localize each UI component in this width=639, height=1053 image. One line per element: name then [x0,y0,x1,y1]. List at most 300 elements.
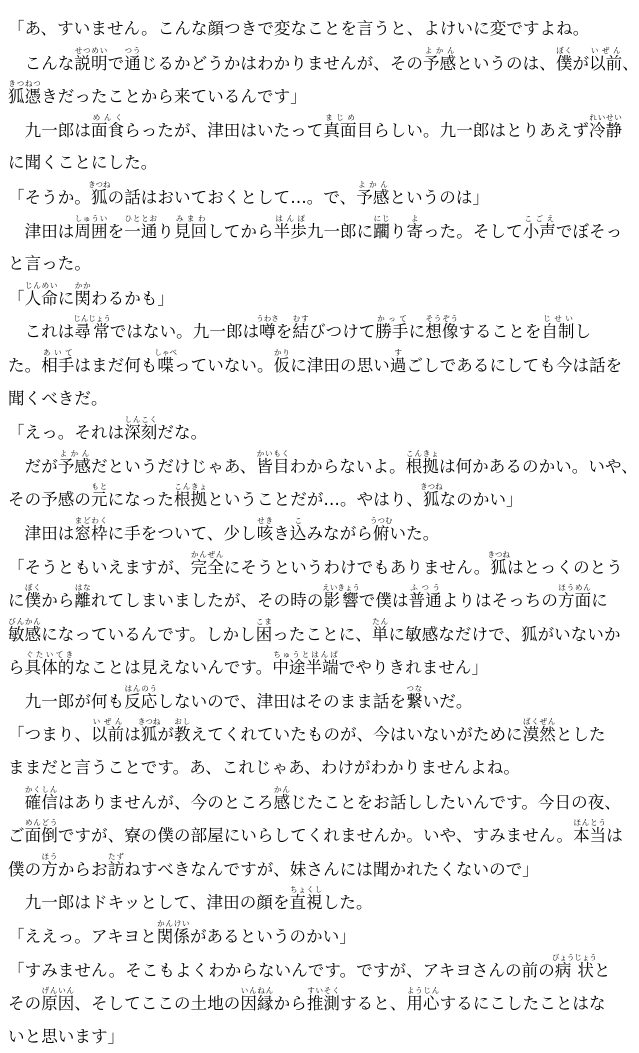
text-segment: した。 [322,893,373,913]
ruby-base: 困 [255,624,273,644]
ruby-base: 小声 [522,221,556,241]
ruby-word [423,45,457,73]
text-segment: に [591,591,608,611]
ruby-reading: かんぜん [190,549,224,559]
ruby-base: 相手 [41,355,75,375]
ruby-word [322,583,360,611]
ruby-word [24,784,58,812]
ruby-word [124,213,158,241]
ruby-word [405,448,439,476]
ruby-word [306,986,341,1014]
ruby-base: 繋 [406,691,423,711]
text-segment: に [408,322,426,342]
text-segment: よりはそっちの [441,591,559,611]
ruby-reading: ふつう [408,583,442,593]
ruby-base: 人命 [24,288,58,308]
text-segment: 九一郎に [306,221,374,241]
ruby-word [240,986,274,1014]
text-segment: っていない。 [174,355,274,375]
text-segment: があるというのかい」 [189,927,356,947]
ruby-word [273,347,291,375]
ruby-reading: つう [124,45,141,55]
ruby-base: 狐 [487,557,510,577]
text-segment: と言った。 [8,254,91,274]
text-segment: で [107,53,125,73]
ruby-base: 以前 [91,725,125,745]
text-segment: 聞くべきだ。 [8,388,108,408]
ruby-reading: うつむ [369,515,393,525]
text-segment: しないので、津田はそのまま話を [157,691,407,711]
ruby-reading: いぜん [91,717,125,727]
ruby-word [190,549,224,577]
ruby-base: 方面 [558,591,592,611]
text-segment: 「つまり、 [8,725,91,745]
ruby-word [323,112,357,140]
ruby-word [174,213,208,241]
ruby-base: 躙 [373,221,390,241]
text-segment: に [8,591,25,611]
text-segment: 、 [622,53,639,73]
text-segment: 津田は [8,523,75,543]
ruby-base: 離 [74,591,92,611]
text-segment: というのは」 [389,187,490,207]
ruby-base: 中途半端 [272,658,339,678]
ruby-reading: かいもく [256,448,290,458]
ruby-reading: きつね [487,549,510,559]
text-segment: 「あ、すいません。こんな顔つきで変なことを言うと、よけいに変ですよね。 [8,19,590,38]
ruby-base: 真面 [323,120,357,140]
text-segment: ったことに、 [272,624,372,644]
ruby-word [41,851,58,879]
text-line [8,852,599,886]
text-line [8,952,611,987]
ruby-base: 尋常 [73,322,111,342]
ruby-reading: あいて [41,347,75,357]
ruby-reading: かって [375,314,409,324]
text-segment: が [572,53,590,73]
ruby-base: 関 [74,288,92,308]
ruby-word [256,448,290,476]
ruby-reading: ほうめん [558,583,592,593]
text-segment: じるかどうかはわかりませんが、その [140,53,424,73]
ruby-word [88,179,111,207]
ruby-base: 深刻 [124,423,158,443]
text-segment: とした [555,725,606,745]
ruby-reading: はんのう [124,683,158,693]
ruby-base: 漠然 [522,725,556,745]
ruby-word [256,314,279,342]
text-segment: なことは見えないんです。 [74,658,273,678]
ruby-reading: ちょくし [289,885,323,895]
ruby-base: 勝手 [375,322,409,342]
text-line [8,12,599,46]
ruby-reading: つな [406,683,423,693]
ruby-reading: こま [255,616,273,626]
ruby-word [91,112,125,140]
text-line [8,717,606,751]
text-segment: みながら [306,523,373,543]
text-line [8,684,599,718]
ruby-word [154,347,177,375]
ruby-base: 狐 [88,187,111,207]
ruby-reading: こ [289,515,307,525]
text-segment: 九一郎が何も [8,691,125,711]
ruby-word [41,347,75,375]
ruby-word [522,717,556,745]
ruby-reading: ちゅうとはんぱ [272,650,339,660]
text-line [8,885,599,919]
ruby-reading: ほんとう [573,818,607,828]
ruby-reading: じんめい [24,280,58,290]
text-segment: きだったことから来ているんです」 [41,87,307,107]
text-segment: 「えっ。それは [8,423,125,443]
ruby-base: 皆目 [256,456,290,476]
text-segment: を [275,322,293,342]
text-segment: だというだけじゃあ、 [91,456,257,476]
text-segment: 「ええっ。アキヨと [8,927,157,947]
ruby-base: 根拠 [405,456,439,476]
ruby-base: 見回 [174,221,208,241]
ruby-base: 面倒 [24,826,58,846]
text-segment: 「そうか。 [8,187,91,207]
ruby-base: 敏感 [8,624,42,644]
ruby-base: 狐 [137,725,161,745]
ruby-reading: きつねつ [8,79,42,89]
ruby-reading: すいそく [306,986,340,996]
ruby-word [255,616,273,644]
ruby-reading: せつめい [74,45,108,55]
ruby-word [420,482,443,510]
ruby-base: 推測 [306,994,341,1014]
ruby-reading: もと [91,482,108,492]
text-segment: はとっくのとう [507,557,623,577]
ruby-base: 予感 [356,187,390,207]
ruby-word [74,515,108,543]
text-line [8,213,623,248]
text-segment: こんな [8,53,75,73]
ruby-reading: こごえ [522,213,556,223]
ruby-word [371,616,389,644]
text-segment: になっているんです。しかし [41,624,256,644]
ruby-reading: たず [107,851,125,861]
ruby-word [389,347,407,375]
text-segment: った。そして [423,221,523,241]
ruby-base: 用心 [406,994,440,1014]
text-segment: 、そしてここの土地の [74,994,241,1014]
text-segment: ですが、寮の僕の部屋にいらしてくれませんか。いや、すみません。 [57,826,574,846]
text-segment: ご [8,826,25,846]
ruby-reading: びんかん [8,616,42,626]
ruby-reading: はんぽ [273,213,307,223]
ruby-word [174,717,191,745]
ruby-base: 方 [41,859,58,879]
text-line [8,784,621,819]
ruby-word [273,784,291,812]
ruby-base: 過 [389,355,407,375]
text-segment: でぼそっ [555,221,623,241]
ruby-base: 噂 [256,322,279,342]
ruby-reading: じせい [541,314,575,324]
ruby-reading: ようじん [406,986,440,996]
ruby-word [373,213,390,241]
text-segment: 九一郎はドキッとして、津田の顔を [8,893,290,913]
text-segment: いた。 [389,523,440,543]
ruby-base: 咳 [256,523,274,543]
text-segment: が [157,725,175,745]
ruby-word [41,986,75,1014]
ruby-base: 原因 [41,994,75,1014]
ruby-reading: むす [292,314,309,324]
ruby-word [289,885,323,913]
text-line [8,112,623,147]
ruby-base: 完全 [190,557,224,577]
text-line [8,415,599,449]
text-line [8,919,599,953]
text-segment: ということだが…。やはり、 [207,490,424,510]
ruby-reading: まじめ [323,112,357,122]
text-segment: に [57,288,75,308]
ruby-base: 以前 [589,53,623,73]
ruby-base: 直視 [289,893,323,913]
ruby-base: 影響 [322,591,360,611]
ruby-base: 因縁 [240,994,274,1014]
ruby-base: 僕 [555,53,573,73]
ruby-reading: かんけい [156,919,190,929]
text-segment: なのかい」 [439,490,523,510]
ruby-reading: まどわく [74,515,108,525]
ruby-word [573,818,607,846]
text-line [8,314,599,348]
text-segment: 津田は [8,221,75,241]
ruby-reading: ぼく [555,45,573,55]
text-segment: から [273,994,307,1014]
ruby-word [369,515,393,543]
ruby-base: 自制 [541,322,575,342]
text-line [8,751,599,785]
text-line [8,818,623,852]
text-segment: 「すみません。そこもよくわからないんです。ですが、アキヨさんの前の [8,960,555,980]
ruby-reading: ほう [41,851,58,861]
ruby-base: 半歩 [273,221,307,241]
ruby-base: 反応 [124,691,158,711]
text-segment: わからないよ。 [289,456,406,476]
text-line [8,79,599,113]
text-segment: いだ。 [422,691,473,711]
ruby-base: 関係 [156,927,190,947]
text-segment: から [41,591,75,611]
ruby-reading: おし [174,717,191,727]
ruby-base: 説明 [74,53,108,73]
ruby-word [74,280,92,308]
text-line [8,549,623,584]
text-segment: た。 [8,355,42,375]
ruby-word [406,683,423,711]
ruby-base: 通 [124,53,141,73]
ruby-base: 感 [273,792,291,812]
ruby-reading: げんいん [41,986,75,996]
ruby-word [487,549,510,577]
ruby-base: 想像 [425,322,459,342]
ruby-reading: じんじょう [73,314,111,324]
text-segment: じたことをお話ししたいんです。今日の夜、 [290,792,621,812]
ruby-base: 僕 [24,591,42,611]
text-line [8,382,599,416]
text-segment: れてしまいましたが、その時の [91,591,324,611]
ruby-word [156,919,190,947]
text-segment: になった [107,490,175,510]
ruby-word [24,280,58,308]
text-segment: に手をついて、少し [107,523,257,543]
text-line [8,180,599,214]
text-line [8,281,599,315]
ruby-word [124,45,141,73]
ruby-word [551,952,597,980]
ruby-base: 予感 [57,456,92,476]
ruby-word [356,179,390,207]
ruby-word [8,79,42,107]
ruby-reading: れいせい [589,112,623,122]
text-segment: は [606,826,623,846]
text-segment: わるかも」 [91,288,175,308]
ruby-reading: せき [256,515,274,525]
ruby-reading: す [389,347,407,357]
ruby-base: 根拠 [174,490,208,510]
text-segment: いと思います」 [8,1026,125,1046]
ruby-base: 周囲 [74,221,108,241]
ruby-base: 込 [289,523,307,543]
text-segment: 目らしい。九一郎はとりあえず [356,120,590,140]
text-line [8,583,608,617]
text-segment: でやりきれません」 [338,658,489,678]
text-segment: に津田の思い [290,355,390,375]
text-segment: 「 [8,288,25,308]
text-segment: り [389,221,407,241]
text-segment: えてくれていたものが、今はいないがために [190,725,523,745]
ruby-reading: いぜん [589,45,623,55]
ruby-word [74,213,108,241]
text-line [8,448,638,483]
text-line [8,516,599,550]
ruby-reading: よかん [423,45,457,55]
ruby-base: 狐憑 [8,87,42,107]
ruby-base: 予感 [423,53,457,73]
text-segment: ごしであるにしても今は話を [406,355,623,375]
ruby-reading: きつね [137,717,161,727]
text-segment: その予感の [8,490,91,510]
ruby-word [174,482,208,510]
ruby-word [541,314,575,342]
ruby-reading: しゅうい [74,213,108,223]
ruby-reading: きつね [420,482,443,492]
ruby-word [589,112,623,140]
ruby-word [73,314,111,342]
ruby-reading: かか [74,280,92,290]
text-line [8,347,623,382]
ruby-reading: かり [273,347,291,357]
ruby-reading: かん [273,784,291,794]
text-line [8,650,599,684]
text-segment: り [157,221,175,241]
text-line [8,986,606,1020]
ruby-base: 本当 [573,826,607,846]
ruby-word [256,515,274,543]
text-segment: だが [8,456,58,476]
ruby-reading: よかん [57,448,92,458]
text-segment: すると、 [340,994,407,1014]
ruby-word [124,415,158,443]
ruby-base: 寄 [406,221,424,241]
ruby-word [24,818,58,846]
ruby-base: 単 [371,624,389,644]
ruby-word [375,314,409,342]
ruby-reading: かくしん [24,784,58,794]
text-segment: 「そうともいえますが、 [8,557,191,577]
ruby-reading: こんきょ [174,482,208,492]
ruby-base: 訪 [107,859,125,879]
ruby-reading: えいきょう [322,583,360,593]
ruby-base: 確信 [24,792,58,812]
text-segment: を [107,221,125,241]
ruby-word [24,650,75,678]
ruby-reading: よ [406,213,424,223]
text-line [8,45,639,80]
ruby-word [57,448,92,476]
ruby-base: 俯 [369,523,393,543]
text-segment: に聞くことにした。 [8,153,158,173]
ruby-base: 冷静 [589,120,623,140]
ruby-reading: しゃべ [154,347,177,357]
text-segment: だな。 [157,423,208,443]
ruby-reading: こんきょ [405,448,439,458]
ruby-reading: いんねん [240,986,274,996]
ruby-base: 具体的 [24,658,75,678]
ruby-base: 狐 [420,490,443,510]
text-segment: ではない。九一郎は [109,322,260,342]
ruby-base: 病状 [551,960,597,980]
ruby-reading: ぼく [24,583,42,593]
ruby-reading: うわさ [256,314,279,324]
ruby-reading: きつね [88,179,111,189]
text-segment: し [574,322,592,342]
ruby-reading: めんく [91,112,125,122]
ruby-word [406,986,440,1014]
text-segment: き [273,523,290,543]
ruby-base: 結 [292,322,309,342]
ruby-word [558,583,592,611]
text-line [8,482,599,516]
ruby-word [74,583,92,611]
text-segment: これは [8,322,75,342]
text-segment: するにこしたことはな [439,994,606,1014]
ruby-word [91,482,108,510]
text-line [8,1020,599,1053]
ruby-word [74,45,108,73]
ruby-word [107,851,125,879]
ruby-base: 教 [174,725,191,745]
ruby-word [91,717,125,745]
text-segment: らったが、津田はいたって [124,120,324,140]
ruby-word [292,314,309,342]
ruby-word [406,213,424,241]
text-segment: の話はおいておくとして…。で、 [107,187,357,207]
text-segment [8,793,25,812]
text-segment: と [593,960,611,980]
text-segment: ら [8,658,25,678]
text-segment: することを [458,322,542,342]
ruby-word [289,515,307,543]
ruby-base: 窓枠 [74,523,108,543]
ruby-reading: はな [74,583,92,593]
